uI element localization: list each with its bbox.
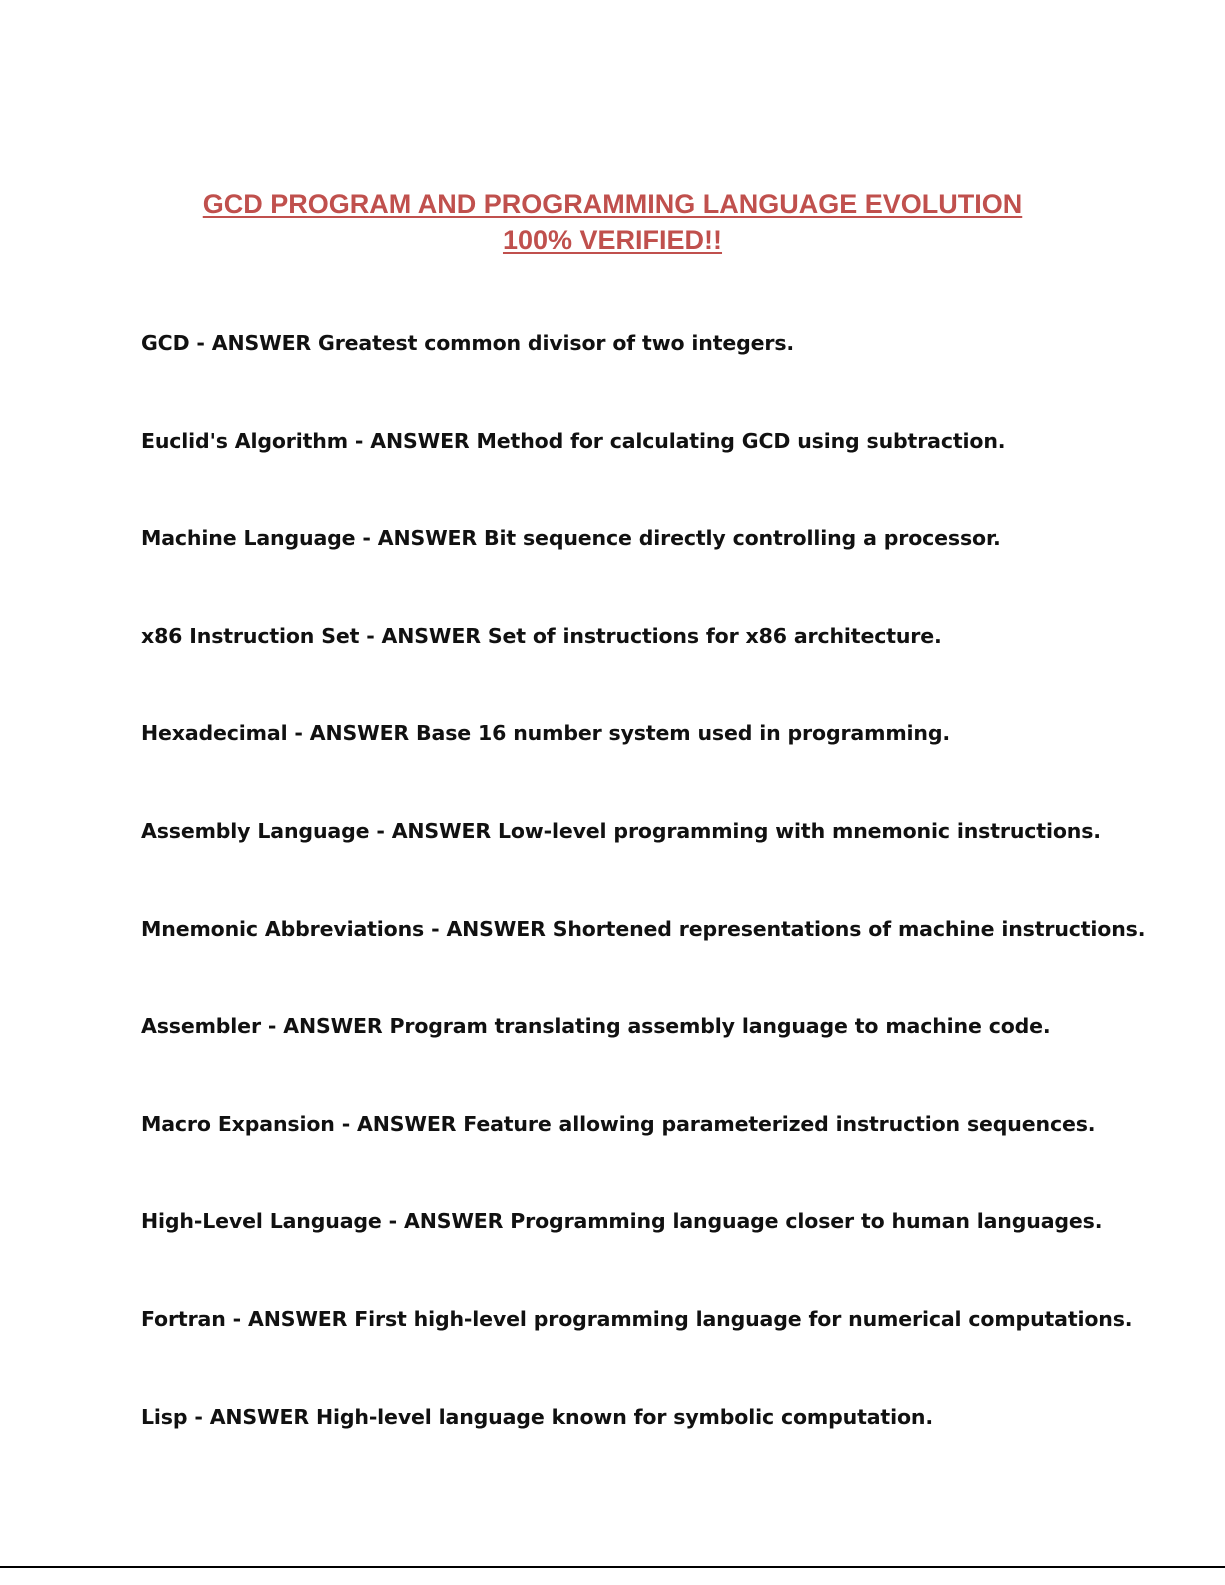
qa-item-assembly-language: Assembly Language - ANSWER Low-level programming with mnemonic instructions.	[141, 818, 1101, 843]
qa-item-assembler: Assembler - ANSWER Program translating assembly language to machine code.	[141, 1014, 1051, 1039]
qa-list	[141, 328, 1191, 1499]
qa-item-hexadecimal: Hexadecimal - ANSWER Base 16 number system used in programming.	[141, 721, 951, 746]
qa-item-mnemonic-abbreviations: Mnemonic Abbreviations - ANSWER Shortened representations of machine instructions.	[141, 916, 1146, 941]
qa-item-euclids-algorithm: Euclid's Algorithm - ANSWER Method for calculating GCD using subtraction.	[141, 428, 1006, 453]
qa-item-lisp: Lisp - ANSWER High-level language known for symbolic computation.	[141, 1404, 933, 1429]
qa-item-machine-language: Machine Language - ANSWER Bit sequence directly controlling a processor.	[141, 526, 1001, 551]
page-title-line-1: GCD PROGRAM AND PROGRAMMING LANGUAGE EVOLUTION	[202, 189, 1023, 219]
page-title	[0, 186, 1225, 258]
qa-item-macro-expansion: Macro Expansion - ANSWER Feature allowing parameterized instruction sequences.	[141, 1111, 1096, 1136]
qa-item-fortran: Fortran - ANSWER First high-level programming language for numerical computations.	[141, 1306, 1133, 1331]
qa-item-gcd: GCD - ANSWER Greatest common divisor of two integers.	[141, 331, 795, 355]
page-bottom-divider	[0, 1566, 1225, 1568]
qa-item-x86-instruction-set: x86 Instruction Set - ANSWER Set of instructions for x86 architecture.	[141, 623, 942, 648]
qa-item-high-level-language: High-Level Language - ANSWER Programming language closer to human languages.	[141, 1209, 1103, 1234]
page-title-line-2: 100% VERIFIED!!	[502, 225, 723, 255]
